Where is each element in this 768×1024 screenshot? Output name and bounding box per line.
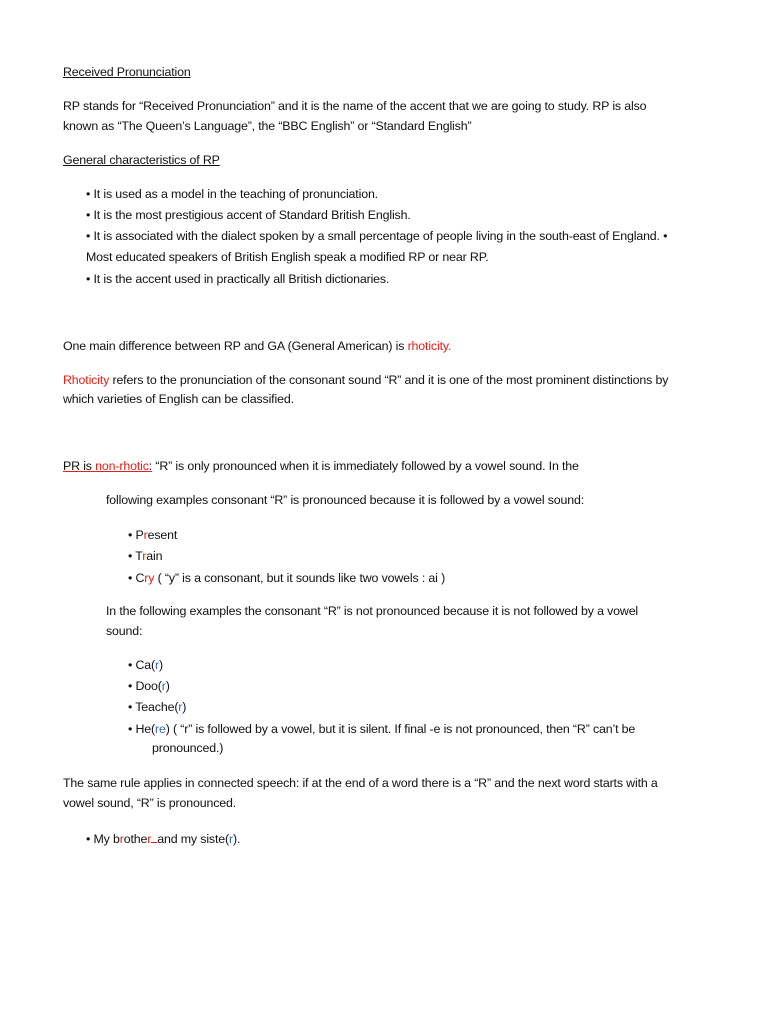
non-rhotic-text: “R” is only pronounced when it is immediately followed by a vowel sound. In the (152, 459, 579, 473)
example-sentence (86, 831, 240, 847)
rhoticity-definition-text: refers to the pronunciation of the consonant sound “R” and it is one of the most prominent distinctions by (109, 373, 669, 387)
word-part: Teache( (135, 700, 179, 714)
bullet: • (86, 832, 94, 846)
characteristic-item: • It is used as a model in the teaching of pronunciation. (86, 187, 378, 201)
example-teacher (128, 699, 186, 715)
example-door (128, 678, 170, 694)
vowel-y: y (148, 571, 155, 585)
non-rhotic-sentence (63, 458, 579, 474)
characteristic-item: • It is associated with the dialect spoken by a small percentage of people living in the south-east of England. • (86, 229, 668, 243)
word-part: ). (232, 832, 241, 846)
rhoticity-definition-line-2: which varieties of English can be classified. (63, 392, 294, 406)
bullet: • (128, 700, 136, 714)
example-car (128, 657, 163, 673)
bullet: • (128, 658, 136, 672)
example-here (128, 721, 635, 737)
characteristic-item: • It is the most prestigious accent of Standard British English. (86, 208, 411, 222)
pronounced-r: r (142, 549, 147, 563)
intro-line-2: known as “The Queen’s Language”, the “BBC English” or “Standard English” (63, 119, 472, 133)
difference-text: One main difference between RP and GA (General American) is (63, 339, 408, 353)
bullet: • (128, 549, 136, 563)
not-pronounced-line-1: In the following examples the consonant “R” is not pronounced because it is not followed by a vowel (106, 604, 639, 618)
linking-r: r (147, 832, 152, 846)
characteristic-item: • It is the accent used in practically all British dictionaries. (86, 272, 390, 286)
connected-speech-line-2: vowel sound, “R” is pronounced. (63, 796, 237, 810)
non-rhotic-term: non-rhotic (95, 459, 149, 473)
word-part: ) (182, 700, 187, 714)
example-train (128, 548, 162, 564)
word-part: othe (123, 832, 148, 846)
bullet: • (128, 722, 136, 736)
word-part: ain (146, 549, 163, 563)
silent-r: r (178, 700, 183, 714)
example-present (128, 527, 177, 543)
word-part: P (135, 528, 144, 542)
connected-speech-line-1: The same rule applies in connected speech: if at the end of a word there is a “R” and the next word starts with a (63, 776, 658, 790)
not-pronounced-line-2: sound: (106, 624, 143, 638)
difference-sentence (63, 338, 451, 354)
bullet: • (128, 571, 136, 585)
rhoticity-term: Rhoticity (63, 373, 110, 387)
non-rhotic-line-2: following examples consonant “R” is pronounced because it is followed by a vowel sound: (106, 493, 585, 507)
example-cry (128, 570, 445, 586)
word-part: He( (135, 722, 155, 736)
word-part: esent (147, 528, 178, 542)
word-part: T (135, 549, 143, 563)
word-part: ) (158, 658, 163, 672)
word-part: ) (165, 679, 170, 693)
example-here-note-continued: pronounced.) (152, 741, 224, 755)
rhoticity-definition-line-1 (63, 372, 668, 388)
word-part: My b (93, 832, 120, 846)
general-characteristics-heading: General characteristics of RP (63, 153, 220, 167)
colon: : (148, 459, 153, 473)
bullet: • (128, 528, 136, 542)
page-title: Received Pronunciation (63, 65, 191, 79)
example-note: ( “r” is followed by a vowel, but it is silent. If final -e is not pronounced, then “R” can’t be (169, 722, 636, 736)
silent-r: r (228, 832, 233, 846)
pronounced-r: r (143, 528, 148, 542)
word-part: ) (165, 722, 170, 736)
characteristic-item-continued: Most educated speakers of British English speak a modified RP or near RP. (86, 250, 489, 264)
word-part: Doo( (135, 679, 162, 693)
example-note: ( “y” is a consonant, but it sounds like two vowels : ai ) (154, 571, 446, 585)
intro-line-1: RP stands for “Received Pronunciation” and it is the name of the accent that we are going to study. RP is also (63, 99, 647, 113)
word-part: Ca( (135, 658, 155, 672)
silent-r: r (161, 679, 166, 693)
pronounced-r: r (119, 832, 124, 846)
word-part: and my siste( (157, 832, 229, 846)
silent-r: r (155, 658, 159, 672)
silent-re: re (155, 722, 166, 736)
pronounced-r: r (144, 571, 149, 585)
word-part: C (135, 571, 145, 585)
rhoticity-term: rhoticity. (407, 339, 452, 353)
pr-is-label: PR is (63, 459, 96, 473)
bullet: • (128, 679, 136, 693)
